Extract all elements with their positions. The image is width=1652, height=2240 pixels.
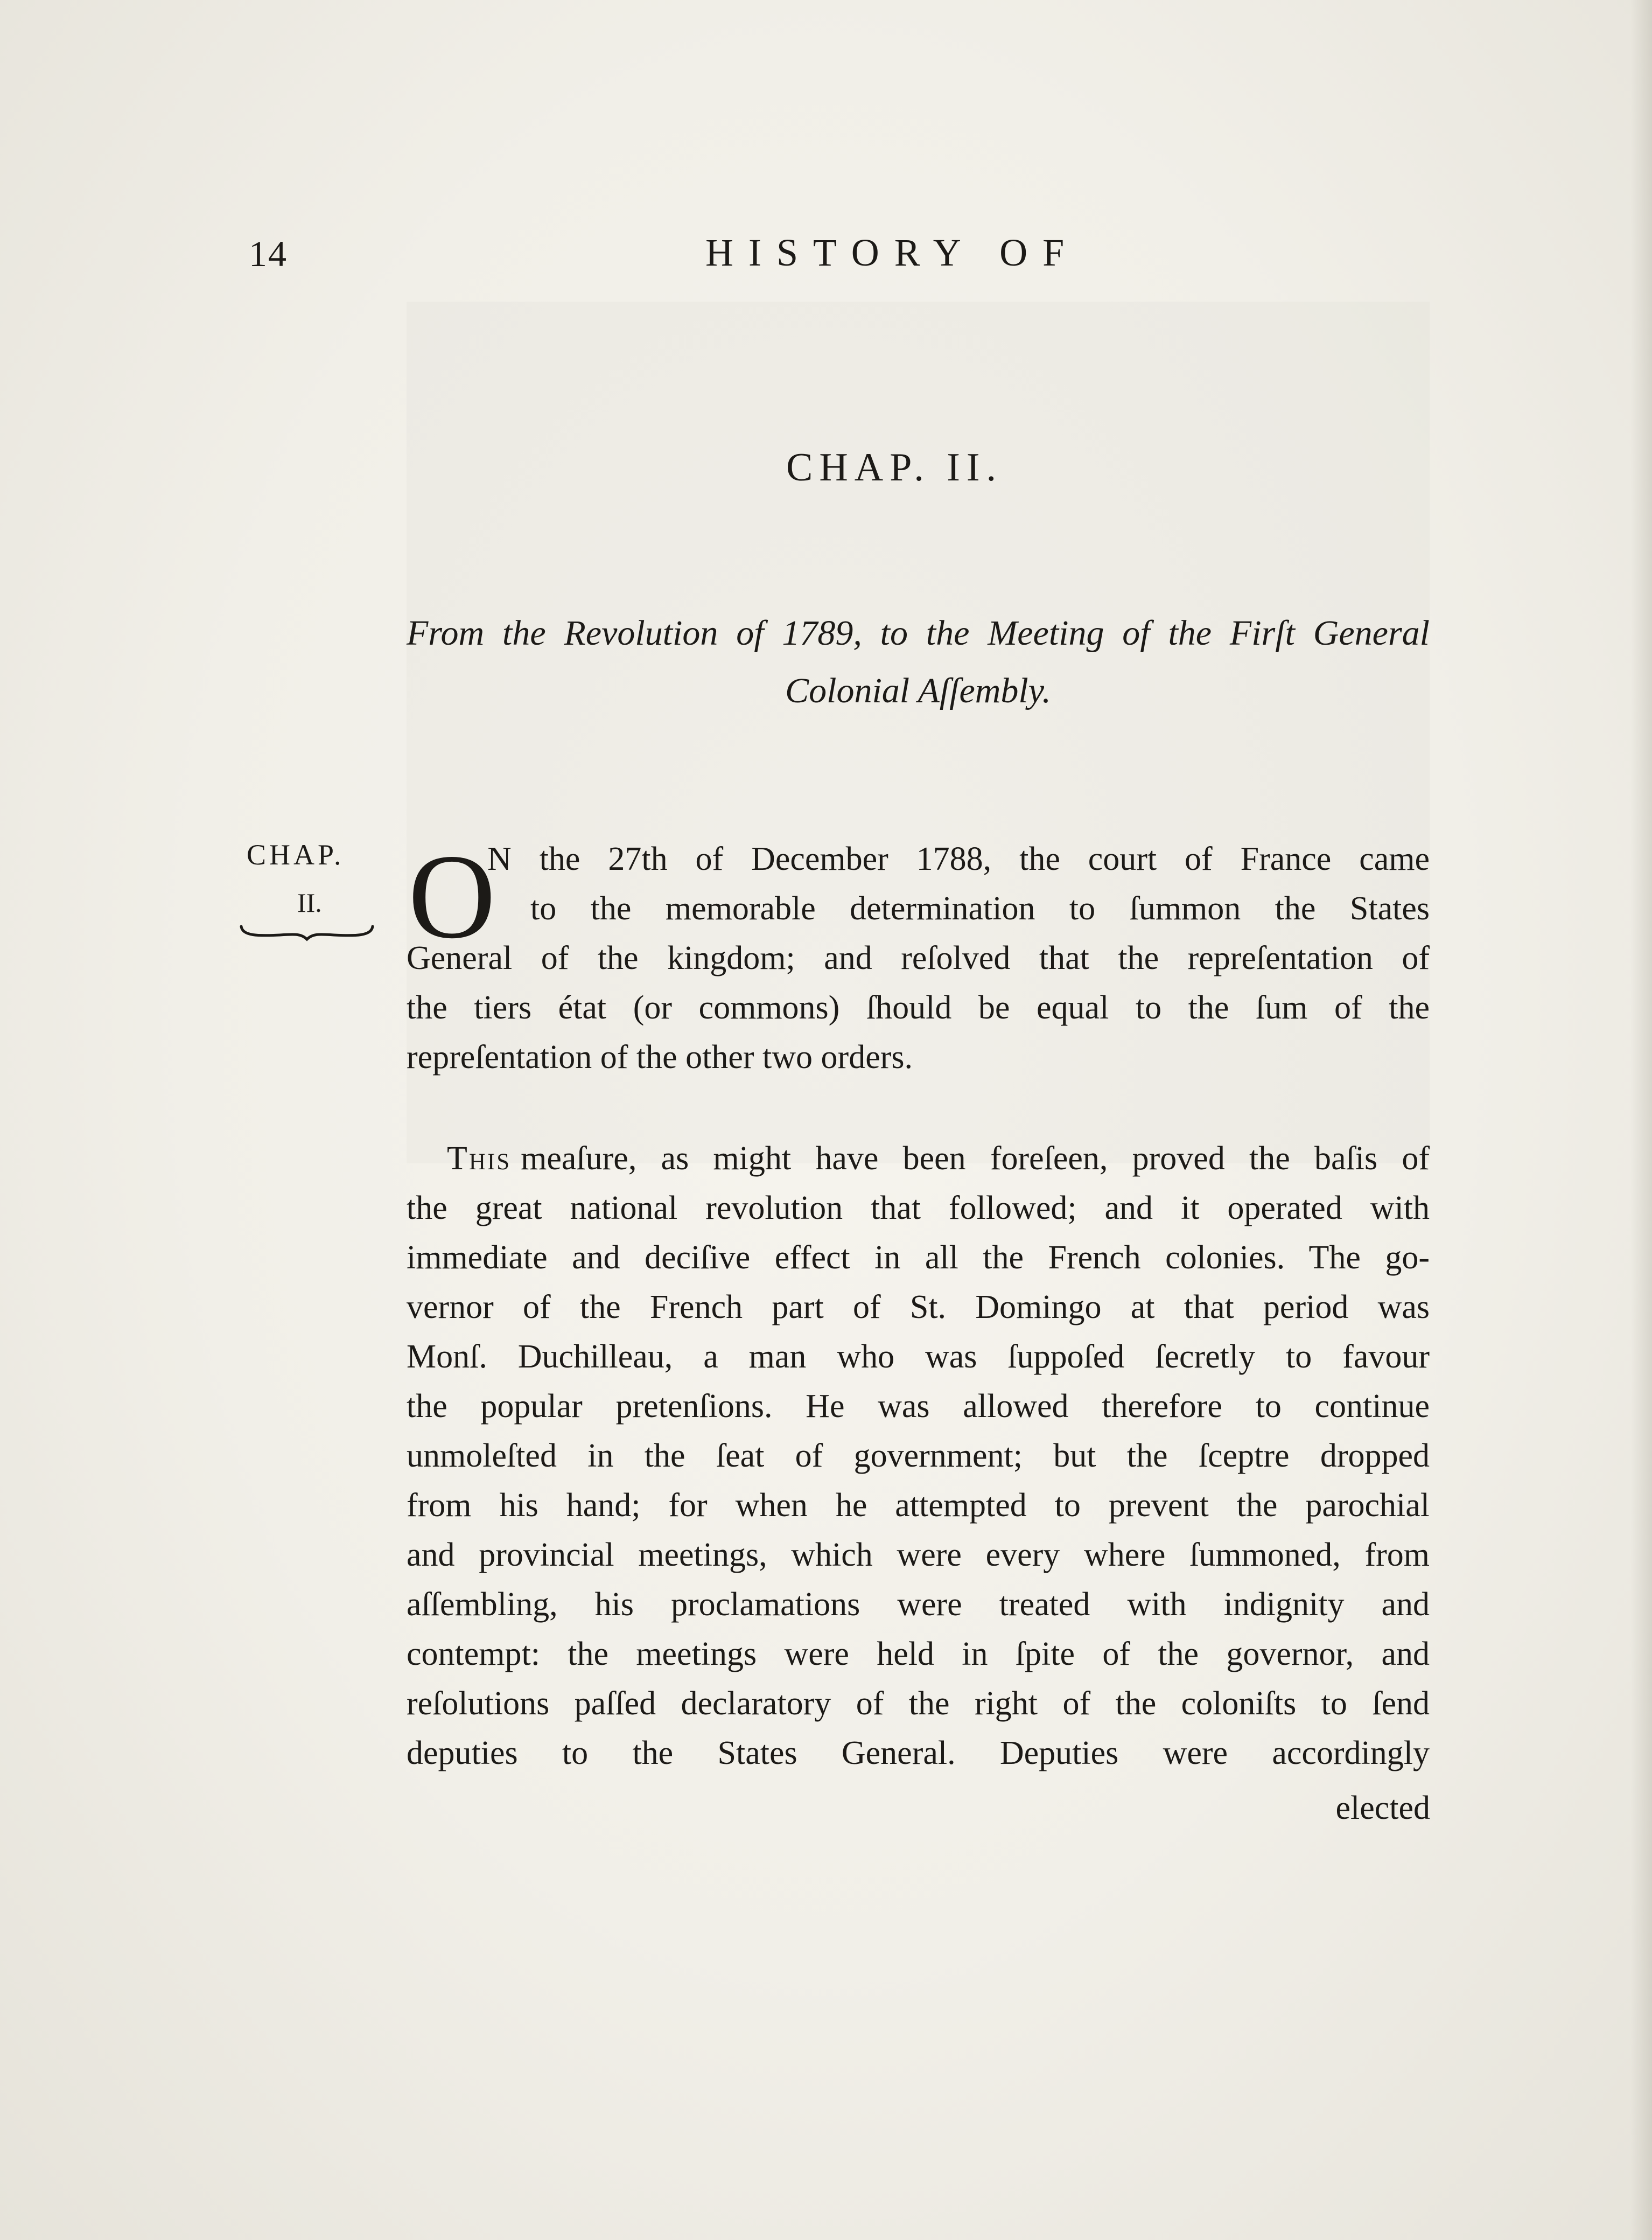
paragraph-2-line: aſſembling, his proclamations were treated with indignity and: [407, 1586, 1430, 1623]
catchword: elected: [1335, 1790, 1430, 1826]
paragraph-2-first-line: [447, 1140, 1430, 1178]
margin-brace-ornament: [237, 922, 377, 944]
margin-chapter-label: CHAP.: [247, 839, 345, 871]
paragraph-2-line: and provincial meetings, which were every where ſummoned, from: [407, 1537, 1430, 1573]
drop-cap: O: [408, 829, 496, 964]
chapter-subtitle-line-1: From the Revolution of 1789, to the Meeting of the Firſt General: [407, 613, 1430, 653]
paragraph-2-line: immediate and deciſive effect in all the French colonies. The go-: [407, 1239, 1430, 1276]
paragraph-2-line: Monſ. Duchilleau, a man who was ſuppoſed ſecretly to favour: [407, 1338, 1430, 1375]
paragraph-1-line: General of the kingdom; and reſolved that the repreſentation of: [407, 940, 1430, 976]
paragraph-2-line: reſolutions paſſed declaratory of the right of the coloniſts to ſend: [407, 1685, 1430, 1722]
paragraph-2-line: meaſure, as might have been foreſeen, proved the baſis of: [521, 1140, 1430, 1177]
paragraph-2-line: contempt: the meetings were held in ſpite of the governor, and: [407, 1636, 1430, 1672]
paragraph-2-line: unmoleſted in the ſeat of government; but the ſceptre dropped: [407, 1437, 1430, 1474]
paragraph-2-line: from his hand; for when he attempted to prevent the parochial: [407, 1487, 1430, 1524]
paragraph-1-line: the tiers état (or commons) ſhould be equal to the ſum of the: [407, 989, 1430, 1026]
paragraph-1-line: repreſentation of the other two orders.: [407, 1039, 913, 1076]
paragraph-1-line: to the memorable determination to ſummon the States: [530, 890, 1430, 927]
show-through-shadow: [407, 302, 1430, 1163]
paragraph-1-line: N the 27th of December 1788, the court of France came: [487, 841, 1430, 877]
chapter-title: CHAP. II.: [786, 445, 1003, 490]
running-title: HISTORY OF: [705, 231, 1080, 274]
paragraph-2-line: vernor of the French part of St. Domingo at that period was: [407, 1289, 1430, 1325]
paragraph-2-lead-word: This: [447, 1140, 512, 1177]
paragraph-2-line: deputies to the States General. Deputies were accordingly: [407, 1735, 1430, 1771]
page-edge-shadow: [1630, 0, 1652, 2240]
paragraph-2-line: the popular pretenſions. He was allowed therefore to continue: [407, 1388, 1430, 1425]
margin-chapter-number: II.: [297, 888, 322, 918]
page-number: 14: [249, 233, 288, 274]
paragraph-2-line: the great national revolution that followed; and it operated with: [407, 1190, 1430, 1226]
chapter-subtitle-line-2: Colonial Aſſembly.: [785, 671, 1051, 710]
